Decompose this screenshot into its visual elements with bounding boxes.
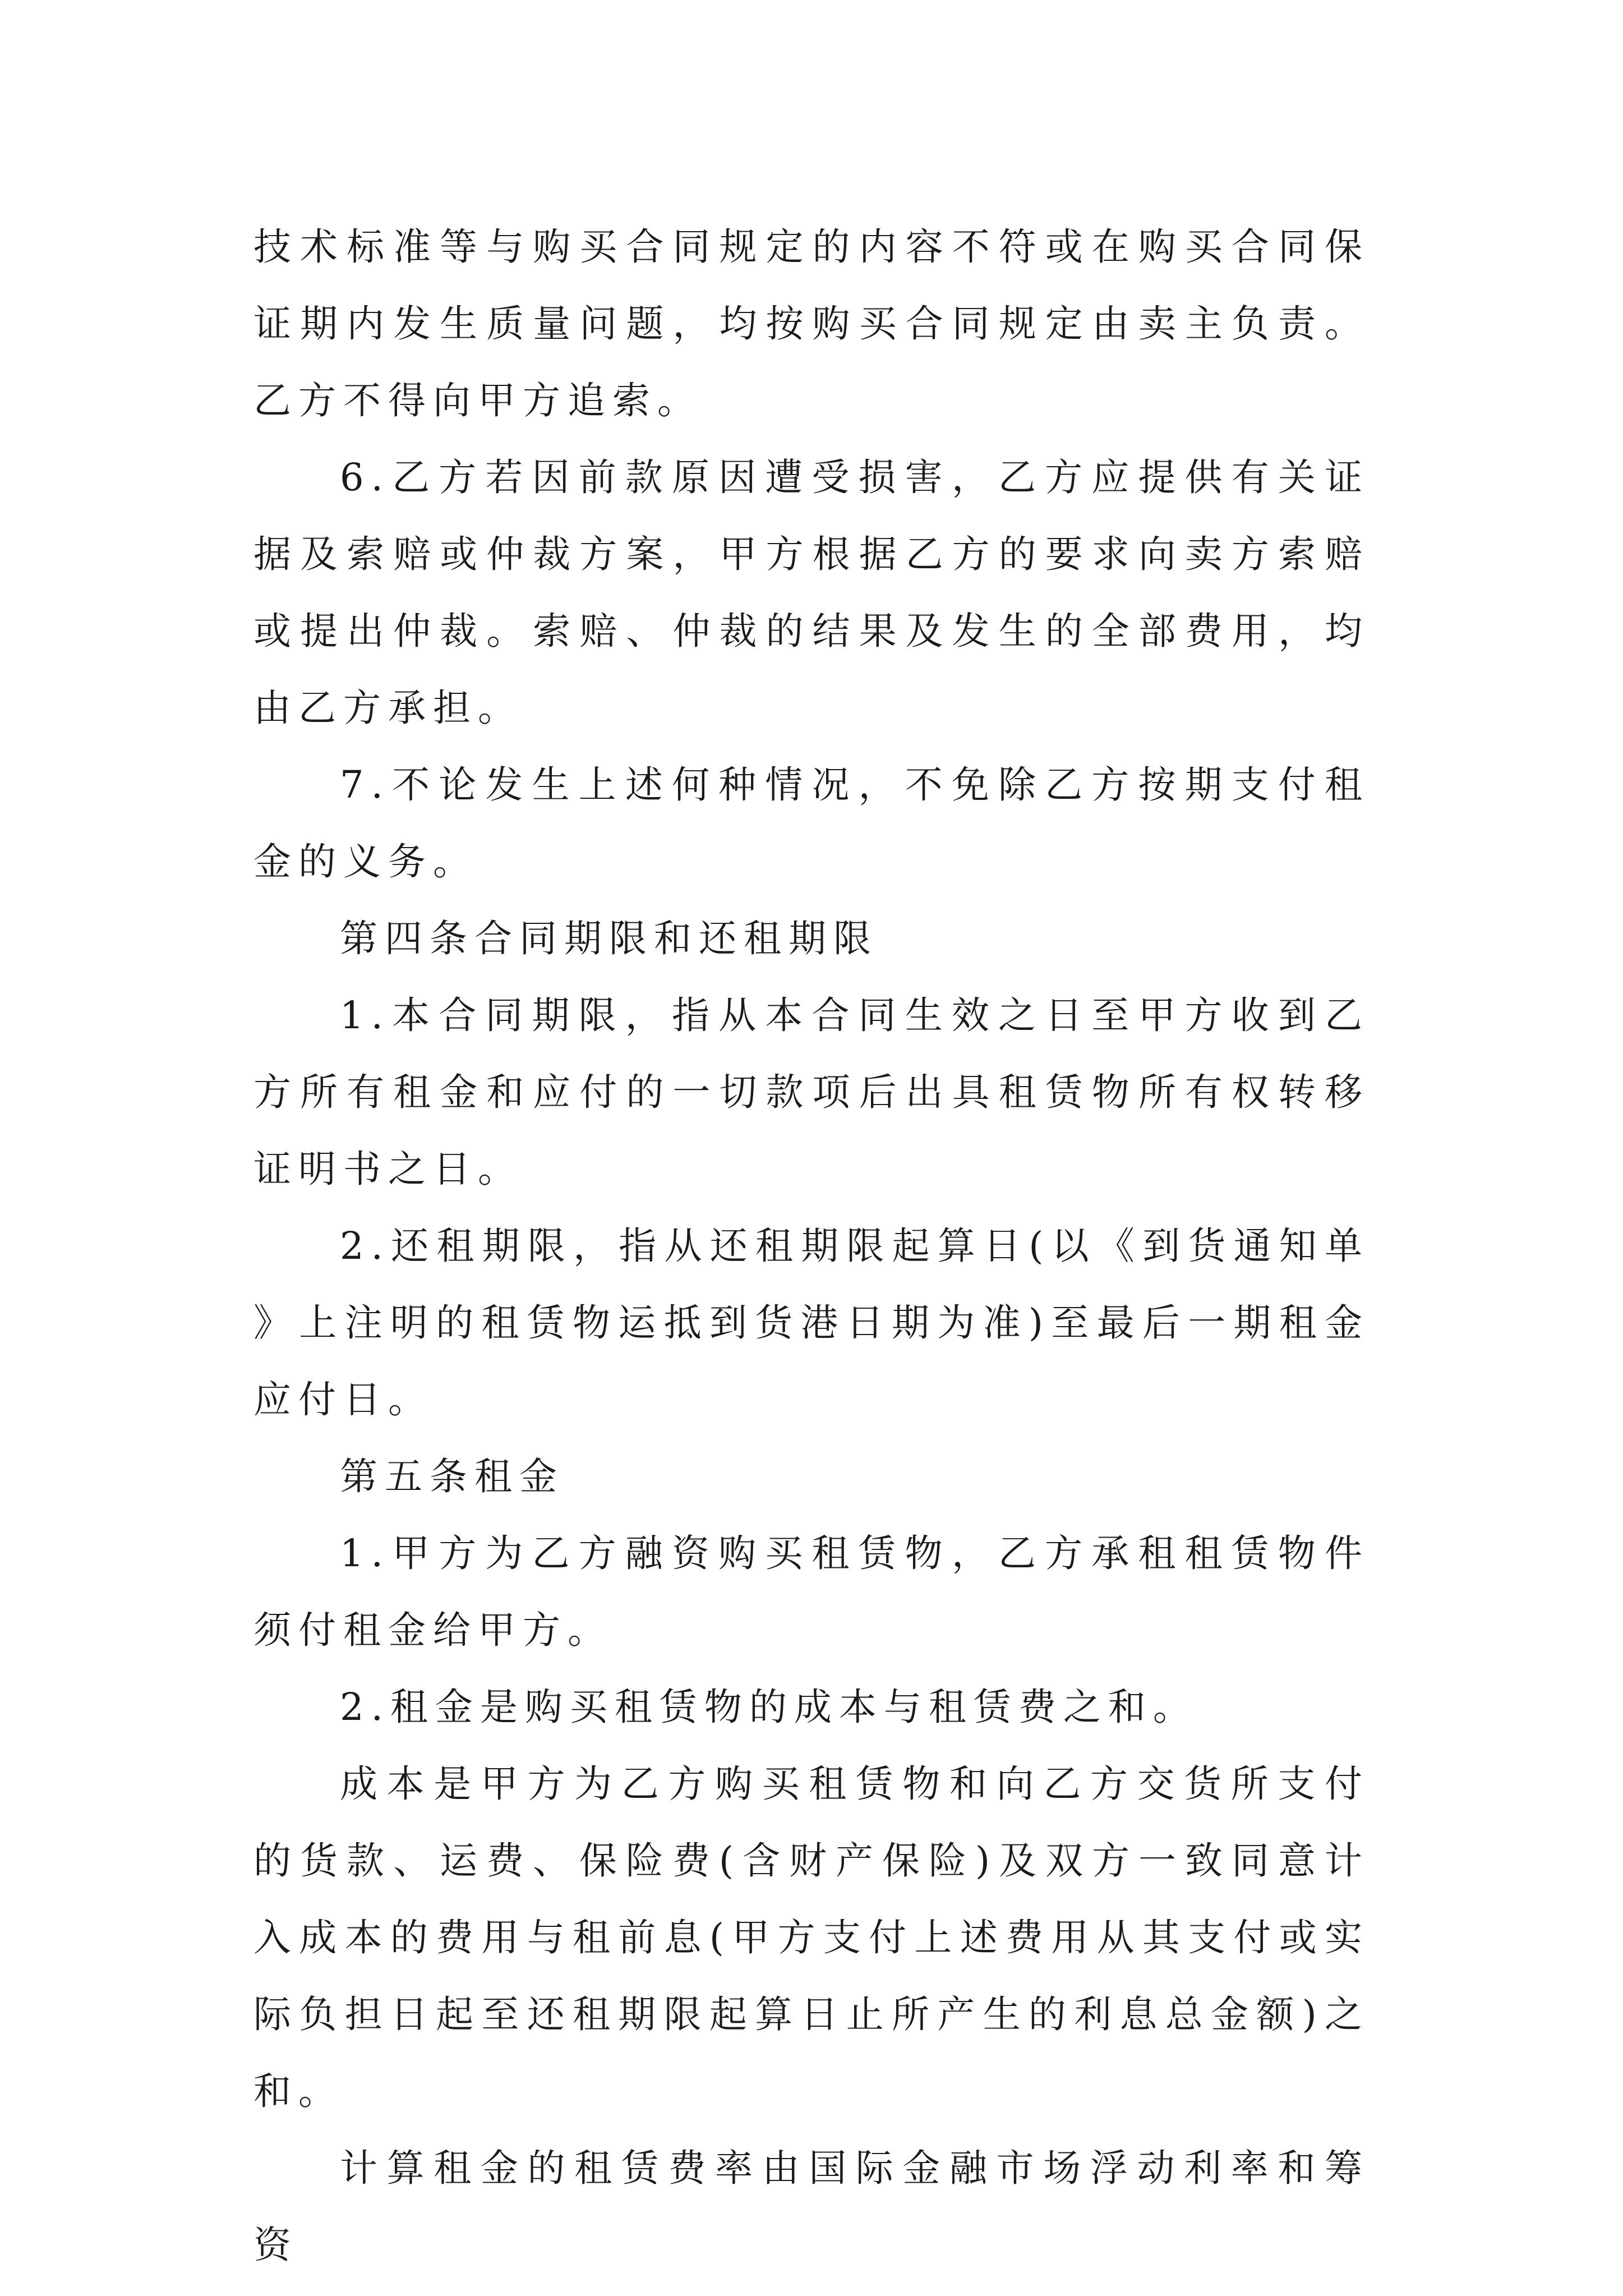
paragraph-clause-7: 7.不论发生上述何种情况，不免除乙方按期支付租金的义务。 bbox=[253, 763, 1370, 884]
paragraph-contract-term: 1.本合同期限，指从本合同生效之日至甲方收到乙方所有租金和应付的一切款项后出具租赁物所有权转移证明书之日。 bbox=[253, 993, 1370, 1191]
section-heading-article-5: 第五条租金 bbox=[340, 1455, 564, 1498]
paragraph-cost-definition: 成本是甲方为乙方购买租赁物和向乙方交货所支付的货款、运费、保险费(含财产保险)及双方一致同意计入成本的费用与租前息(甲方支付上述费用从其支付或实际负担日起至还租期限起算日止所产生的利息总金额)之和。 bbox=[253, 1762, 1370, 2113]
paragraph-quality-liability: 技术标准等与购买合同规定的内容不符或在购买合同保证期内发生质量问题，均按购买合同规定由卖主负责。乙方不得向甲方追索。 bbox=[253, 225, 1370, 422]
paragraph-repayment-term: 2.还租期限，指从还租期限起算日(以《到货通知单》上注明的租赁物运抵到货港日期为准)至最后一期租金应付日。 bbox=[253, 1224, 1370, 1421]
contract-text bbox=[253, 209, 1370, 2284]
section-heading-article-4: 第四条合同期限和还租期限 bbox=[340, 917, 878, 960]
paragraph-rent-clause-1: 1.甲方为乙方融资购买租赁物，乙方承租租赁物件须付租金给甲方。 bbox=[253, 1531, 1370, 1652]
paragraph-lease-rate: 计算租金的租赁费率由国际金融市场浮动利率和筹资 bbox=[253, 2146, 1370, 2267]
paragraph-rent-clause-2: 2.租金是购买租赁物的成本与租赁费之和。 bbox=[340, 1685, 1198, 1729]
paragraph-clause-6: 6.乙方若因前款原因遭受损害，乙方应提供有关证据及索赔或仲裁方案，甲方根据乙方的要求向卖方索赔或提出仲裁。索赔、仲裁的结果及发生的全部费用，均由乙方承担。 bbox=[253, 455, 1370, 730]
